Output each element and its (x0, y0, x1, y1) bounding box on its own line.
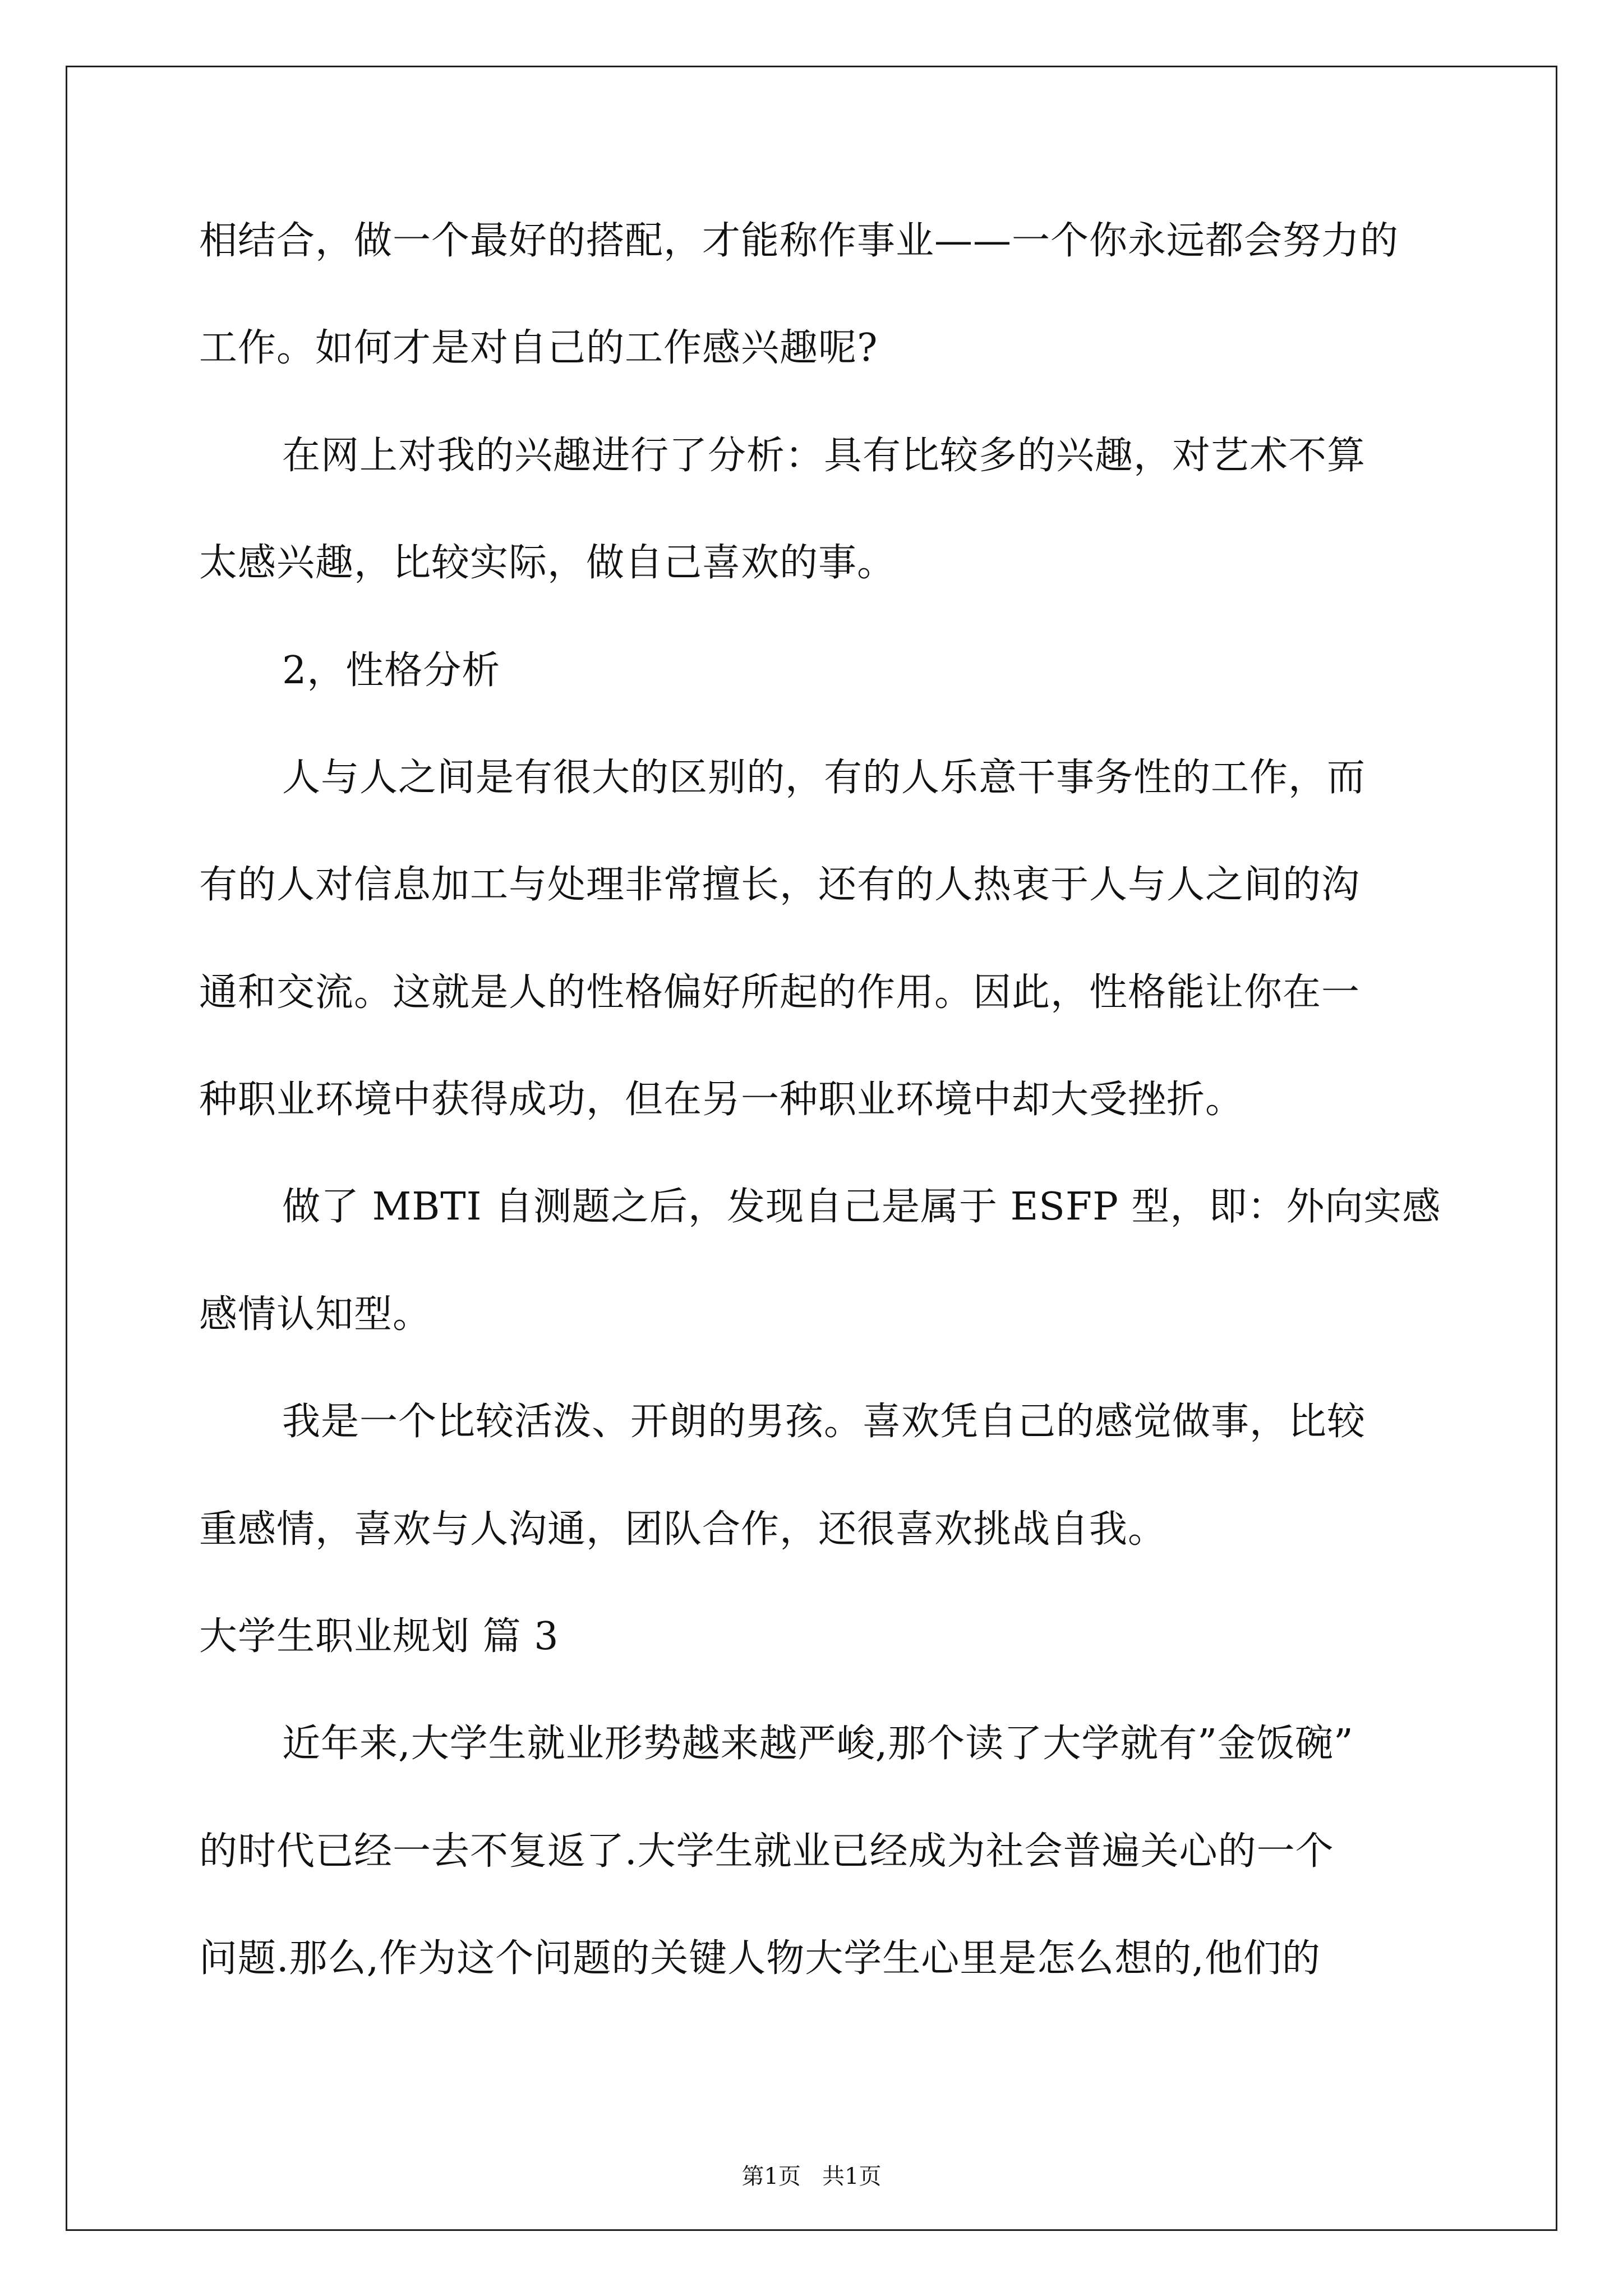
paragraph-line: 通和交流。这就是人的性格偏好所起的作用。因此，性格能让你在一 (199, 970, 1361, 1015)
paragraph-line: 太感兴趣，比较实际，做自己喜欢的事。 (199, 541, 896, 585)
paragraph-line: 问题.那么,作为这个问题的关键人物大学生心里是怎么想的,他们的 (199, 1936, 1321, 1981)
page-footer: 第1页 共1页 (741, 2164, 882, 2189)
paragraph-line: 相结合，做一个最好的搭配，才能称作事业——一个你永远都会努力的 (199, 219, 1399, 263)
paragraph-line: 在网上对我的兴趣进行了分析：具有比较多的兴趣，对艺术不算 (282, 434, 1366, 478)
paragraph-line: 的时代已经一去不复返了.大学生就业已经成为社会普遍关心的一个 (199, 1829, 1334, 1874)
paragraph-line: 近年来,大学生就业形势越来越严峻,那个读了大学就有”金饭碗” (282, 1722, 1354, 1766)
paragraph-line: 做了 MBTI 自测题之后，发现自己是属于 ESFP 型，即：外向实感 (282, 1185, 1441, 1229)
paragraph-line: 种职业环境中获得成功，但在另一种职业环境中却大受挫折。 (199, 1078, 1244, 1122)
section-title: 大学生职业规划 篇 3 (199, 1614, 559, 1659)
paragraph-line: 感情认知型。 (199, 1292, 432, 1337)
paragraph-line: 人与人之间是有很大的区别的，有的人乐意干事务性的工作，而 (282, 756, 1366, 800)
paragraph-line: 有的人对信息加工与处理非常擅长，还有的人热衷于人与人之间的沟 (199, 863, 1361, 907)
paragraph-line: 工作。如何才是对自己的工作感兴趣呢? (199, 326, 878, 370)
paragraph-line: 我是一个比较活泼、开朗的男孩。喜欢凭自己的感觉做事，比较 (282, 1400, 1366, 1444)
paragraph-line: 重感情，喜欢与人沟通，团队合作，还很喜欢挑战自我。 (199, 1507, 1167, 1552)
section-heading: 2，性格分析 (282, 648, 501, 693)
page-border (66, 66, 1557, 2231)
